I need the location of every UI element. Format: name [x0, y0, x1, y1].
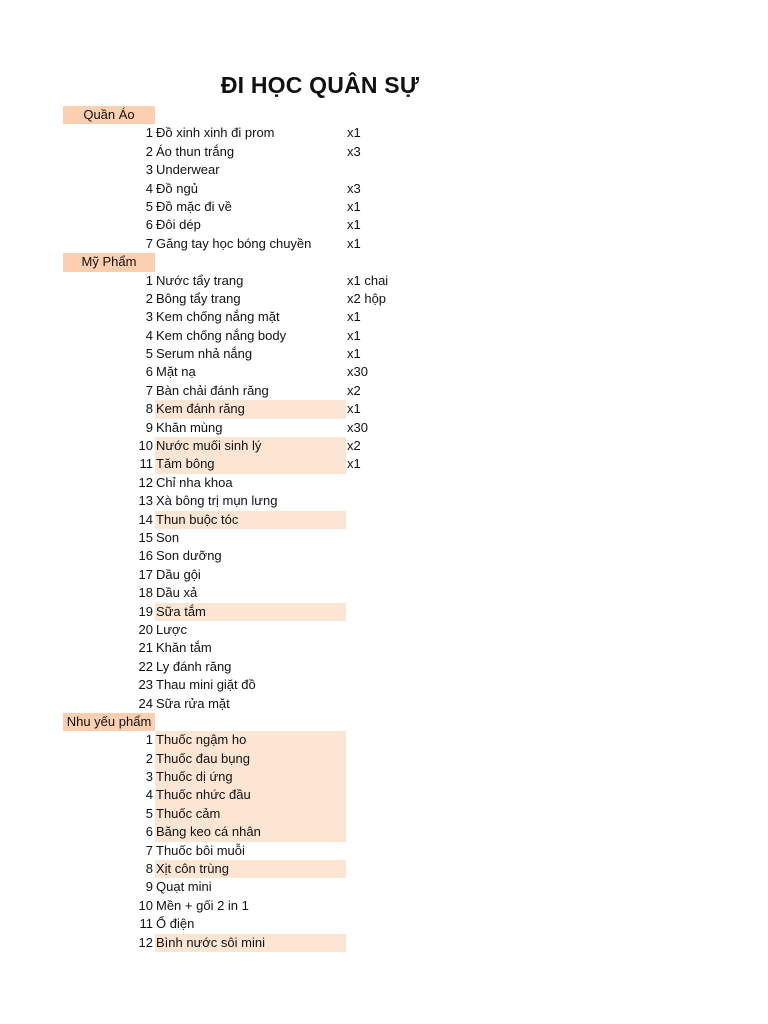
item-quantity: x1	[347, 346, 361, 362]
item-number: 11	[139, 916, 153, 932]
item-name: Áo thun trắng	[156, 143, 235, 159]
item-number: 10	[138, 438, 153, 454]
list-item	[0, 566, 768, 584]
page-title: ĐI HỌC QUÂN SỰ	[220, 72, 420, 98]
list-item	[0, 143, 768, 161]
list-item	[0, 124, 768, 142]
list-item	[0, 823, 768, 841]
item-name: Đồ mặc đi về	[156, 198, 232, 214]
list-item	[0, 731, 768, 749]
item-number: 9	[145, 419, 153, 435]
list-item	[0, 805, 768, 823]
item-number: 7	[145, 842, 153, 858]
item-name: Serum nhả nắng	[156, 346, 253, 362]
item-quantity: x3	[347, 143, 361, 159]
item-number: 12	[138, 934, 153, 950]
item-number: 22	[138, 658, 153, 674]
item-number: 5	[145, 805, 153, 821]
item-name: Kem chống nắng mặt	[156, 309, 280, 325]
list-item	[0, 676, 768, 694]
item-name: Dầu xả	[156, 585, 198, 601]
list-item	[0, 419, 768, 437]
item-number: 3	[145, 309, 153, 325]
list-item	[0, 842, 768, 860]
item-number: 10	[138, 897, 153, 913]
item-number: 4	[145, 180, 153, 196]
list-item	[0, 437, 768, 455]
item-name: Sữa rửa mặt	[156, 695, 230, 711]
list-item	[0, 400, 768, 418]
item-number: 1	[145, 272, 153, 288]
category-row	[0, 713, 768, 731]
category-label: Nhu yếu phẩm	[63, 713, 155, 731]
list-item	[0, 878, 768, 896]
item-number: 4	[145, 327, 153, 343]
list-item	[0, 934, 768, 952]
item-number: 5	[145, 346, 153, 362]
item-number: 8	[145, 861, 153, 877]
item-number: 21	[138, 640, 153, 656]
item-name: Xịt côn trùng	[155, 860, 346, 878]
item-name: Băng keo cá nhân	[155, 823, 346, 841]
item-name: Chỉ nha khoa	[156, 474, 233, 490]
item-name: Dầu gội	[156, 566, 201, 582]
item-name: Lược	[156, 621, 187, 637]
list-item	[0, 235, 768, 253]
item-quantity: x1	[347, 456, 361, 472]
item-name: Đồ xinh xinh đi prom	[156, 125, 275, 141]
item-name: Kem đánh răng	[155, 400, 346, 418]
list-item	[0, 639, 768, 657]
item-quantity: x2	[347, 438, 361, 454]
list-item	[0, 272, 768, 290]
item-name: Găng tay học bóng chuyền	[156, 235, 312, 251]
item-name: Thuốc cảm	[155, 805, 346, 823]
item-number: 9	[145, 879, 153, 895]
item-number: 15	[138, 529, 153, 545]
item-number: 13	[138, 493, 153, 509]
list-item	[0, 768, 768, 786]
list-item	[0, 474, 768, 492]
list-item	[0, 492, 768, 510]
list-item	[0, 308, 768, 326]
list-item	[0, 584, 768, 602]
item-name: Đồ ngủ	[156, 180, 198, 196]
item-name: Thun buộc tóc	[155, 511, 346, 529]
item-number: 1	[145, 125, 153, 141]
item-quantity: x1	[347, 401, 361, 417]
item-quantity: x30	[347, 419, 368, 435]
category-row	[0, 106, 768, 124]
item-number: 4	[145, 787, 153, 803]
item-number: 5	[145, 198, 153, 214]
item-number: 8	[145, 401, 153, 417]
item-name: Bàn chải đánh răng	[156, 382, 269, 398]
item-number: 20	[138, 621, 153, 637]
item-quantity: x1	[347, 235, 361, 251]
item-number: 18	[138, 585, 153, 601]
item-number: 3	[145, 769, 153, 785]
list-item	[0, 603, 768, 621]
checklist-sheet	[0, 106, 768, 952]
category-label: Mỹ Phẩm	[63, 253, 155, 271]
item-number: 11	[139, 456, 153, 472]
item-quantity: x2	[347, 382, 361, 398]
item-name: Khăn mùng	[156, 419, 223, 435]
item-name: Son dưỡng	[156, 548, 222, 564]
item-name: Underwear	[156, 162, 220, 178]
list-item	[0, 290, 768, 308]
item-name: Khăn tắm	[156, 640, 212, 656]
list-item	[0, 786, 768, 804]
item-number: 6	[145, 824, 153, 840]
item-name: Tăm bông	[155, 455, 346, 473]
item-number: 7	[145, 382, 153, 398]
item-quantity: x30	[347, 364, 368, 380]
category-label: Quần Áo	[63, 106, 155, 124]
list-item	[0, 897, 768, 915]
item-name: Kem chống nắng body	[156, 327, 287, 343]
item-quantity: x3	[347, 180, 361, 196]
item-name: Nước tẩy trang	[156, 272, 244, 288]
list-item	[0, 363, 768, 381]
item-number: 3	[145, 162, 153, 178]
category-row	[0, 253, 768, 271]
item-name: Thuốc ngậm ho	[155, 731, 346, 749]
list-item	[0, 161, 768, 179]
item-number: 19	[138, 603, 153, 619]
item-name: Xà bông trị mụn lưng	[156, 493, 278, 509]
item-name: Nước muối sinh lý	[155, 437, 346, 455]
list-item	[0, 180, 768, 198]
item-name: Son	[156, 529, 180, 545]
item-name: Thuốc dị ứng	[155, 768, 346, 786]
list-item	[0, 658, 768, 676]
item-number: 16	[138, 548, 153, 564]
item-name: Sữa tắm	[155, 603, 346, 621]
item-name: Thau mini giặt đồ	[156, 677, 256, 693]
item-quantity: x1	[347, 198, 361, 214]
list-item	[0, 529, 768, 547]
list-item	[0, 327, 768, 345]
item-number: 6	[145, 217, 153, 233]
list-item	[0, 382, 768, 400]
item-number: 23	[138, 677, 153, 693]
list-item	[0, 345, 768, 363]
list-item	[0, 915, 768, 933]
item-quantity: x1	[347, 217, 361, 233]
item-number: 7	[145, 235, 153, 251]
item-number: 2	[145, 143, 153, 159]
item-number: 1	[145, 732, 153, 748]
list-item	[0, 455, 768, 473]
item-name: Quạt mini	[156, 879, 212, 895]
item-number: 2	[145, 750, 153, 766]
item-number: 2	[145, 290, 153, 306]
item-number: 24	[138, 695, 153, 711]
item-name: Ổ điện	[156, 916, 195, 932]
item-number: 17	[138, 566, 153, 582]
item-name: Bông tẩy trang	[156, 290, 241, 306]
list-item	[0, 621, 768, 639]
item-name: Thuốc bôi muỗi	[156, 842, 245, 858]
item-quantity: x1	[347, 327, 361, 343]
item-name: Thuốc đau bụng	[155, 750, 346, 768]
list-item	[0, 695, 768, 713]
list-item	[0, 547, 768, 565]
item-number: 6	[145, 364, 153, 380]
item-name: Bình nước sôi mini	[155, 934, 346, 952]
item-quantity: x2 hộp	[347, 290, 387, 306]
list-item	[0, 860, 768, 878]
item-name: Mền + gối 2 in 1	[156, 897, 249, 913]
item-name: Mặt nạ	[156, 364, 196, 380]
list-item	[0, 216, 768, 234]
item-number: 12	[138, 474, 153, 490]
item-quantity: x1	[347, 125, 361, 141]
item-name: Ly đánh răng	[156, 658, 232, 674]
list-item	[0, 750, 768, 768]
item-quantity: x1	[347, 309, 361, 325]
item-name: Thuốc nhức đầu	[155, 786, 346, 804]
list-item	[0, 198, 768, 216]
item-quantity: x1 chai	[347, 272, 389, 288]
item-number: 14	[138, 511, 153, 527]
item-name: Đôi dép	[156, 217, 201, 233]
list-item	[0, 511, 768, 529]
